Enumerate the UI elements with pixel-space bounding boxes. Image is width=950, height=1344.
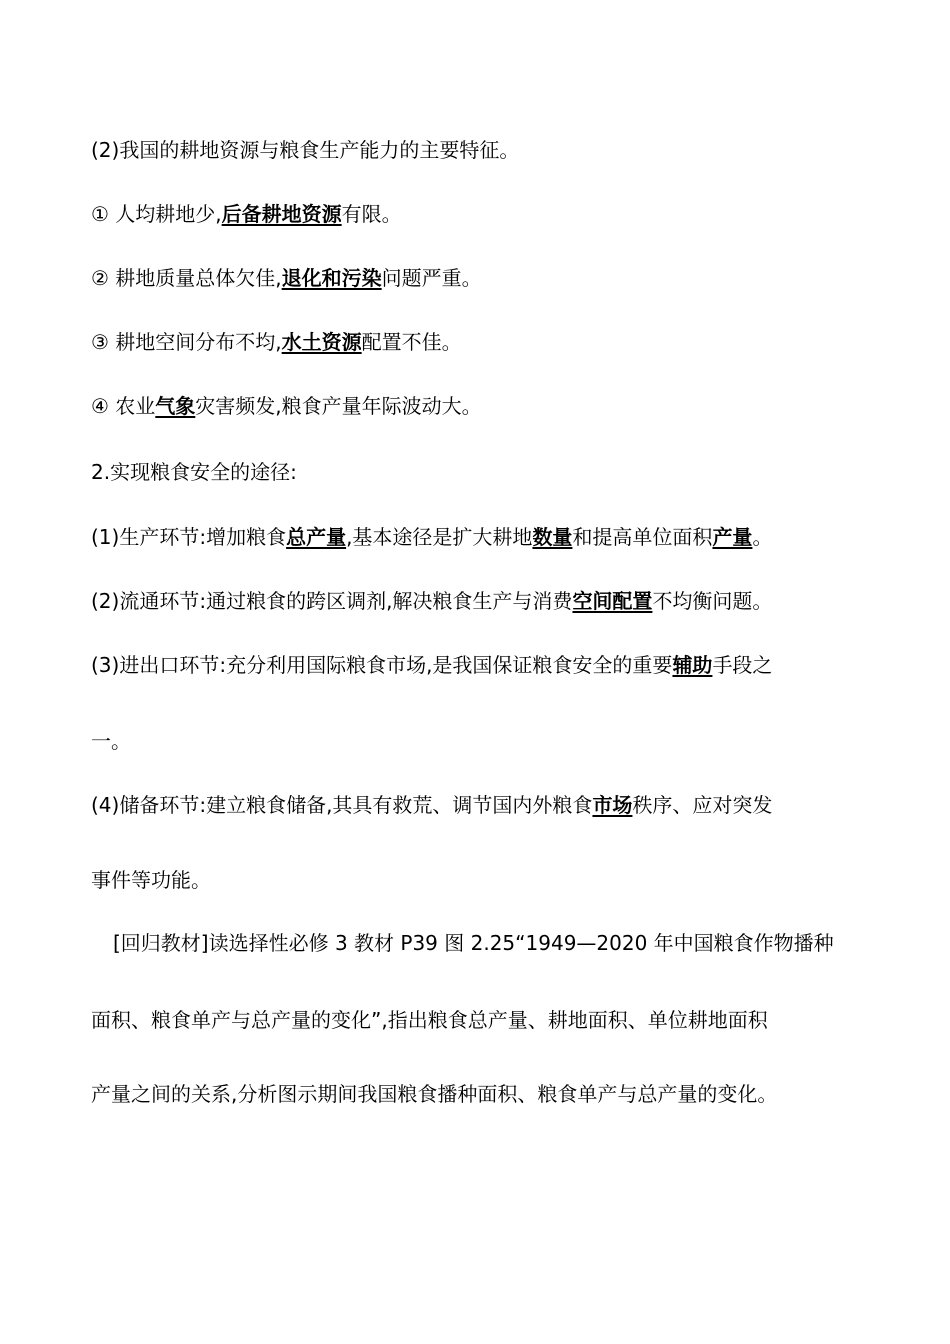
- text: (4)储备环节:建立粮食储备,其具有救荒、调节国内外粮食: [91, 793, 593, 817]
- text: (2)流通环节:通过粮食的跨区调剂,解决粮食生产与消费: [91, 589, 573, 613]
- keyword: 空间配置: [572, 589, 653, 613]
- text: 2.实现粮食安全的途径:: [91, 460, 297, 484]
- keyword: 总产量: [286, 525, 347, 549]
- paragraph-import-export: [91, 651, 772, 679]
- keyword: 产量: [712, 525, 753, 549]
- list-item-1: [91, 200, 402, 228]
- keyword: 气象: [155, 394, 196, 418]
- text: ④ 农业: [91, 394, 156, 418]
- text: 秩序、应对突发: [632, 793, 773, 817]
- list-item-2: [91, 264, 482, 292]
- textbook-review-line-1: [113, 929, 834, 957]
- textbook-review-line-3: [91, 1080, 777, 1108]
- paragraph-reserve: [91, 791, 772, 819]
- list-item-3: [91, 328, 462, 356]
- text: 问题严重。: [381, 266, 482, 290]
- text: (2)我国的耕地资源与粮食生产能力的主要特征。: [91, 138, 520, 162]
- text: (1)生产环节:增加粮食: [91, 525, 287, 549]
- text: ② 耕地质量总体欠佳,: [91, 266, 282, 290]
- text: [回归教材]读选择性必修 3 教材 P39 图 2.25“1949—2020 年中国粮食作物播种: [113, 931, 834, 955]
- paragraph-reserve-cont: [91, 866, 211, 894]
- text: 一。: [91, 729, 131, 753]
- text: 手段之: [712, 653, 773, 677]
- keyword: 数量: [532, 525, 573, 549]
- text: ③ 耕地空间分布不均,: [91, 330, 282, 354]
- keyword: 辅助: [672, 653, 713, 677]
- text: 事件等功能。: [91, 868, 211, 892]
- text: 不均衡问题。: [652, 589, 773, 613]
- text: 产量之间的关系,分析图示期间我国粮食播种面积、粮食单产与总产量的变化。: [91, 1082, 778, 1106]
- text: 和提高单位面积: [572, 525, 713, 549]
- text: ,基本途径是扩大耕地: [346, 525, 533, 549]
- keyword: 退化和污染: [281, 266, 382, 290]
- textbook-review-line-2: [91, 1006, 768, 1034]
- paragraph-import-export-cont: [91, 727, 131, 755]
- text: 面积、粮食单产与总产量的变化”,指出粮食总产量、耕地面积、单位耕地面积: [91, 1008, 768, 1032]
- section-heading-food-security-paths: [91, 458, 297, 486]
- list-item-4: [91, 392, 482, 420]
- section-heading-farmland-features: [91, 136, 519, 164]
- text: 灾害频发,粮食产量年际波动大。: [195, 394, 482, 418]
- text: 配置不佳。: [361, 330, 462, 354]
- paragraph-circulation: [91, 587, 772, 615]
- keyword: 后备耕地资源: [221, 202, 342, 226]
- paragraph-production: [91, 523, 772, 551]
- text: ① 人均耕地少,: [91, 202, 222, 226]
- text: (3)进出口环节:充分利用国际粮食市场,是我国保证粮食安全的重要: [91, 653, 673, 677]
- text: 。: [752, 525, 773, 549]
- text: 有限。: [341, 202, 402, 226]
- keyword: 市场: [592, 793, 633, 817]
- keyword: 水土资源: [281, 330, 362, 354]
